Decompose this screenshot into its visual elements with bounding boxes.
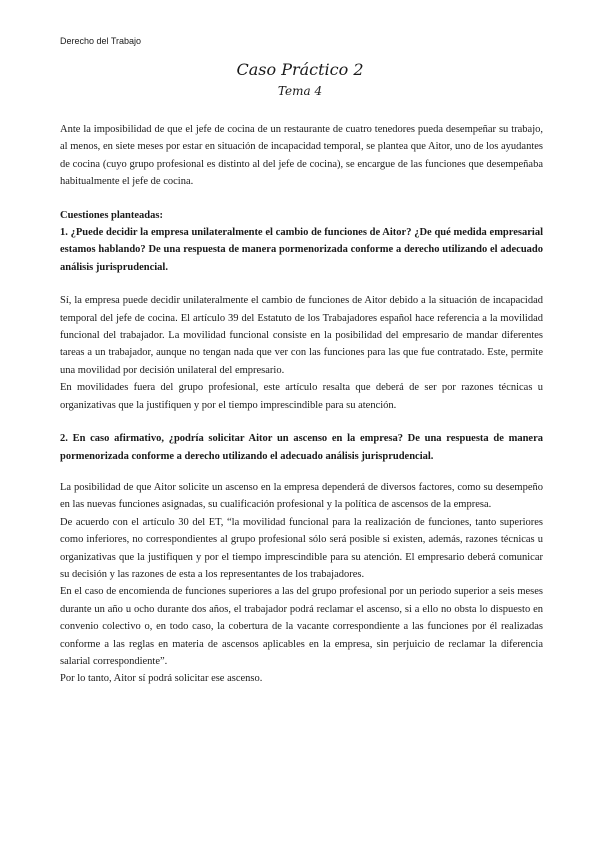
answer-2-paragraph-3: En el caso de encomienda de funciones superiores a las del grupo profesional por un periodo superior a seis meses durante un año u ocho durante dos años, el trabajador podrá reclamar el ascenso, si a ello no obsta lo dispuesto en convenio colectivo o, en todo caso, la cobertura de la vacante correspondiente a las funciones por él realizadas conforme a las reglas en materia de ascensos aplicables en la empresa, sin perjuicio de reclamar la diferencia salarial correspondiente”. <box>60 586 543 667</box>
answer-1-paragraph-1: Sí, la empresa puede decidir unilateralmente el cambio de funciones de Aitor debido a la situación de incapacidad temporal del jefe de cocina. El artículo 39 del Estatuto de los Trabajadores español hace referencia a la movilidad funcional del trabajador. La movilidad funcional consiste en la posibilidad del empresario de mandar diferentes tareas a un trabajador, aunque no tengan nada que ver con las funciones para las que fue contratado. Este, permite una movilidad por decisión unilateral del empresario. <box>60 295 543 376</box>
answer-2-paragraph-4: Por lo tanto, Aitor sí podrá solicitar ese ascenso. <box>60 673 263 685</box>
page-subtitle: Tema 4 <box>277 84 323 98</box>
intro-paragraph: Ante la imposibilidad de que el jefe de cocina de un restaurante de cuatro tenedores pueda desempeñar su trabajo, al menos, en siete meses por estar en situación de incapacidad temporal, se plantea que Aitor, uno de los ayudantes de cocina (cuyo grupo profesional es distinto al del jefe de cocina), se encargue de las funciones que desempeñaba habitualmente el jefe de cocina. <box>60 124 543 188</box>
answer-1-paragraph-2: En movilidades fuera del grupo profesional, este artículo resalta que deberá de ser por razones técnicas u organizativas que la justifiquen y por el tiempo imprescindible para su atención. <box>60 382 543 411</box>
question-2: 2. En caso afirmativo, ¿podría solicitar Aitor un ascenso en la empresa? De una respuesta de manera pormenorizada conforme a derecho utilizando el adecuado análisis jurisprudencial. <box>60 433 543 462</box>
document-body <box>60 121 543 688</box>
questions-heading: Cuestiones planteadas: <box>60 209 163 221</box>
document-header: Derecho del Trabajo <box>60 36 142 46</box>
page-title: Caso Práctico 2 <box>236 60 364 79</box>
answer-2-paragraph-2: De acuerdo con el artículo 30 del ET, “la movilidad funcional para la realización de funciones, tanto superiores como inferiores, no correspondientes al grupo profesional sólo será posible si existen, además, razones técnicas u organizativas que la justifiquen y por el tiempo imprescindible para su atención. El empresario deberá comunicar su decisión y las razones de esta a los representantes de los trabajadores. <box>60 516 543 580</box>
question-1: 1. ¿Puede decidir la empresa unilateralmente el cambio de funciones de Aitor? ¿De qué medida empresarial estamos hablando? De una respuesta de manera pormenorizada conforme a derecho utilizando el adecuado análisis jurisprudencial. <box>60 227 543 273</box>
answer-2-paragraph-1: La posibilidad de que Aitor solicite un ascenso en la empresa dependerá de diversos factores, como su desempeño en las nuevas funciones asignadas, su cualificación profesional y la política de ascensos de la empresa. <box>60 481 543 511</box>
